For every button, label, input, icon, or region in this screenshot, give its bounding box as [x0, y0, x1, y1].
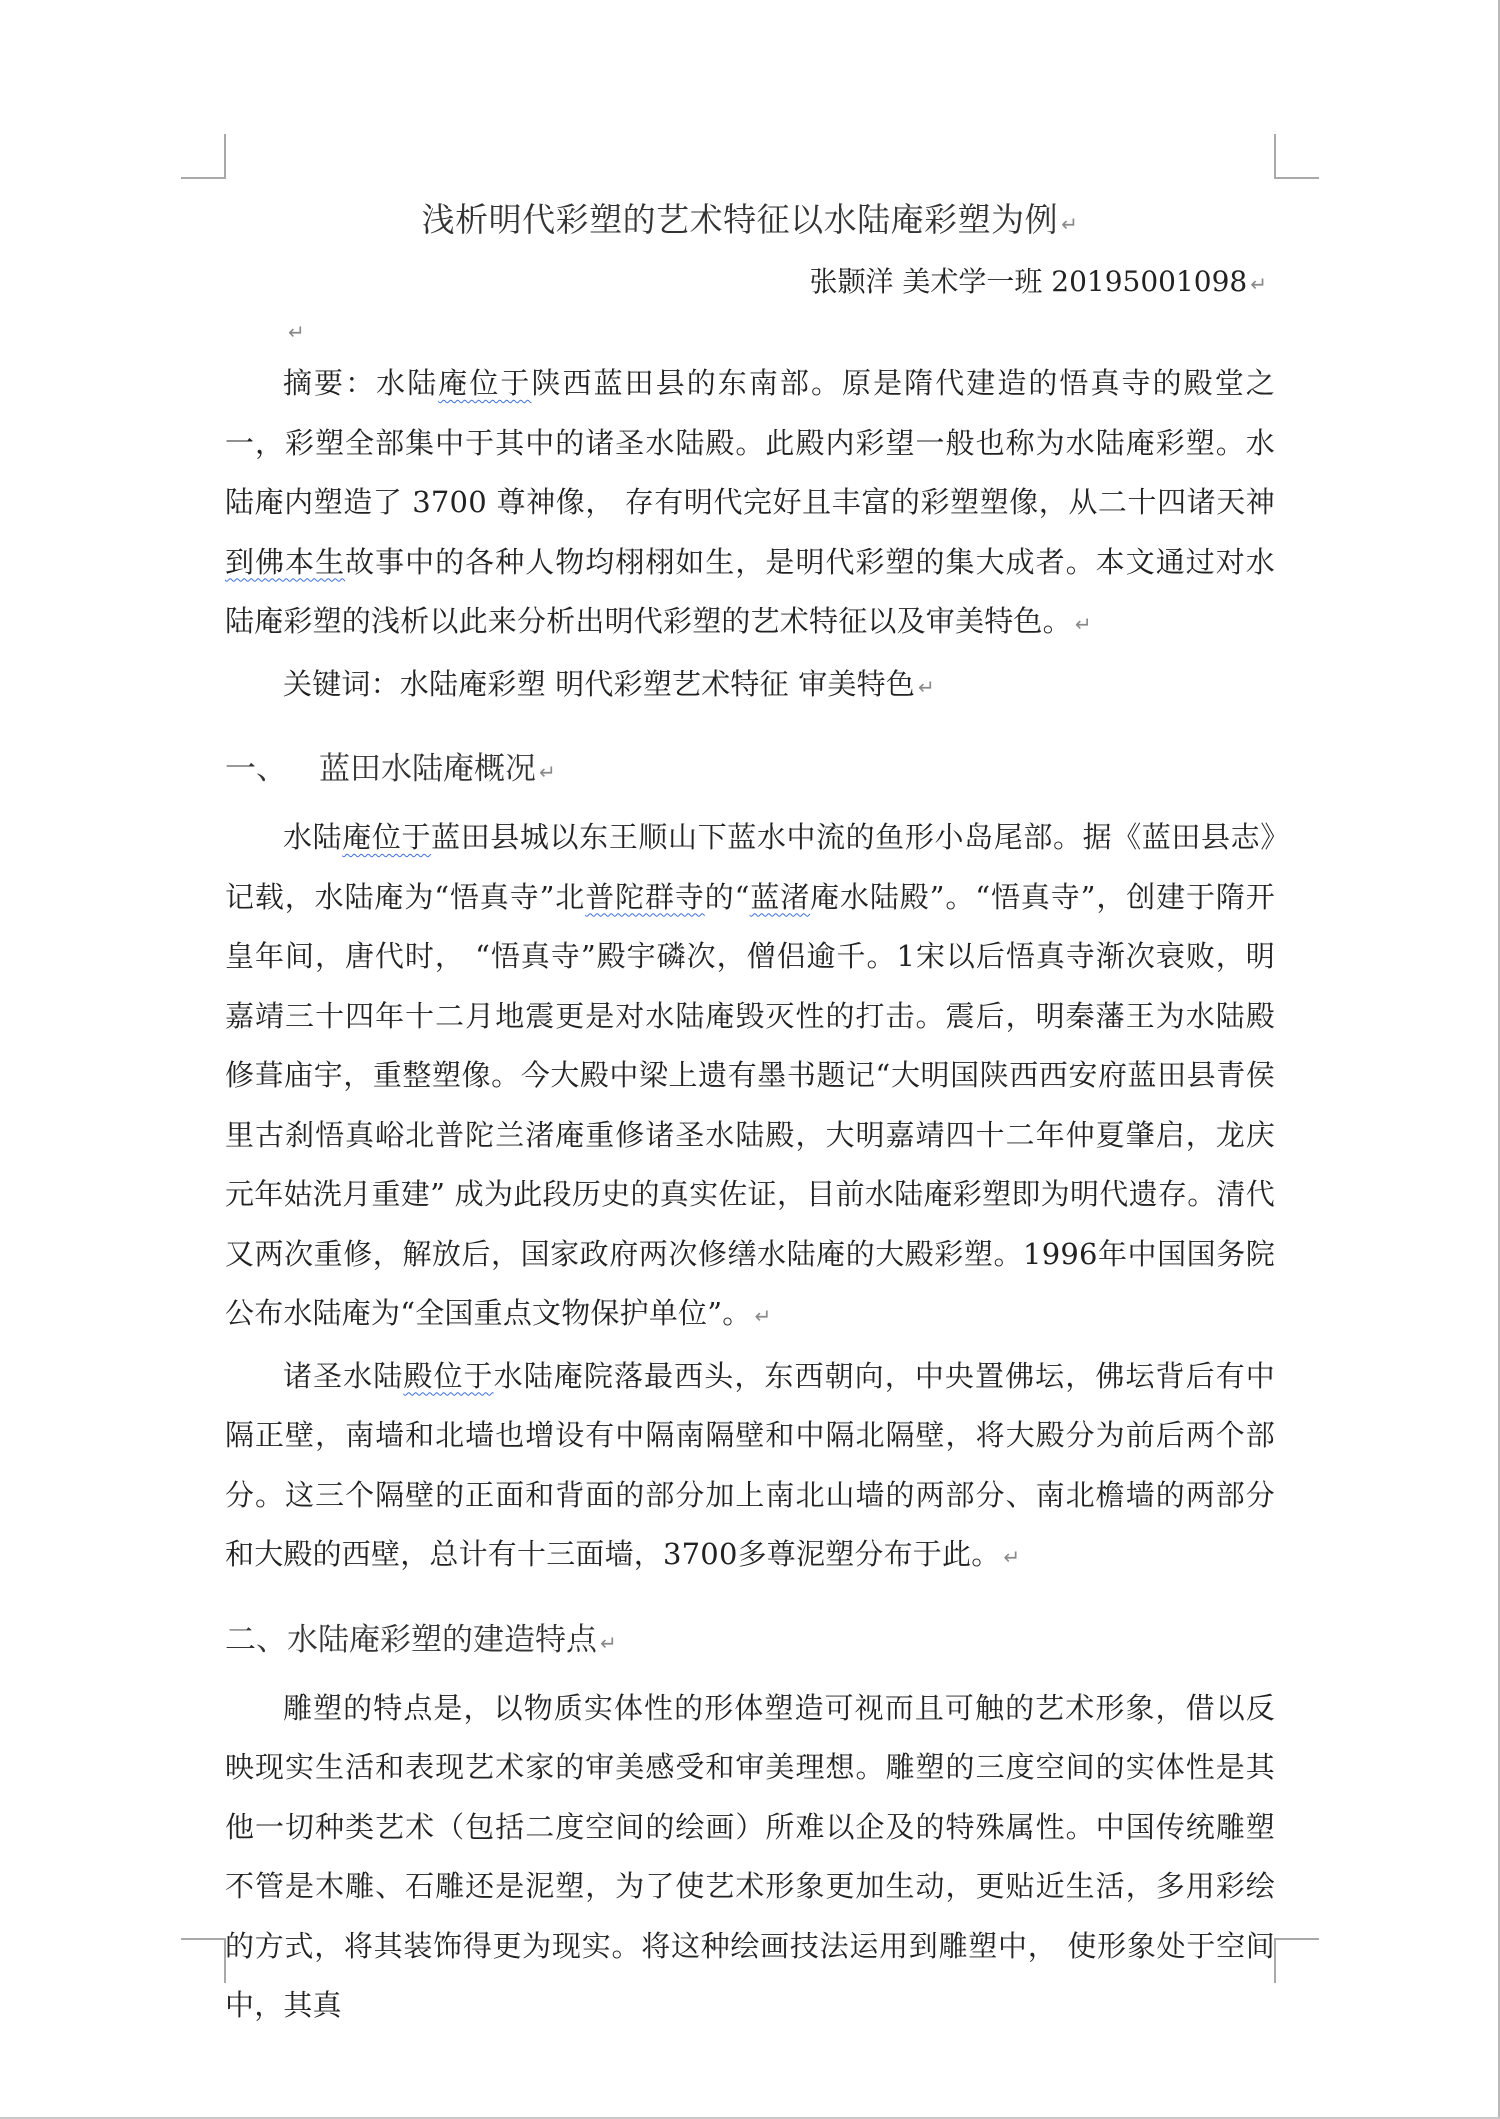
spellcheck-underline: 殿位于: [403, 1358, 494, 1393]
document-body[interactable]: [225, 188, 1275, 2036]
crop-mark-top-right: [1274, 134, 1319, 179]
crop-mark-top-left: [181, 134, 226, 179]
paragraph-mark: ↵: [1003, 1545, 1021, 1569]
spellcheck-underline: 庵位于: [342, 820, 432, 854]
abstract-label: 摘要：: [283, 366, 377, 400]
paragraph-mark: ↵: [1074, 612, 1092, 636]
spellcheck-underline: 到佛本生: [225, 544, 346, 579]
crop-mark-bottom-right: [1274, 1938, 1319, 1983]
section1-paragraph-1: 水陆庵位于蓝田县城以东王顺山下蓝水中流的鱼形小岛尾部。据《蓝田县志》记载，水陆庵为“悟真寺”北普陀群寺的“蓝渚庵水陆殿”。“悟真寺”，创建于隋开皇年间，唐代时， “悟真寺”殿宇磷次，僧侣逾千。1宋以后悟真寺渐次衰败，明嘉靖三十四年十二月地震更是对水陆庵毁灭性的打击。震后，明秦藩王为水陆殿修葺庙宇，重整塑像。今大殿中梁上遗有墨书题记“大明国陕西西安府蓝田县青侯里古刹悟真峪北普陀兰渚庵重修诸圣水陆殿，大明嘉靖四十二年仲夏肇启，龙庆元年姑洗月重建” 成为此段历史的真实佐证，目前水陆庵彩塑即为明代遗存。清代又两次重修，解放后，国家政府两次修缮水陆庵的大殿彩塑。1996年中国国务院公布水陆庵为“全国重点文物保护单位”。 ↵: [225, 820, 1275, 1330]
section1-paragraph-2: 诸圣水陆殿位于水陆庵院落最西头，东西朝向，中央置佛坛，佛坛背后有中隔正壁，南墙和北墙也增设有中隔南隔壁和中隔北隔壁，将大殿分为前后两个部分。这三个隔壁的正面和背面的部分加上南北山墙的两部分、南北檐墙的两部分和大殿的西壁，总计有十三面墙，3700多尊泥塑分布于此。 ↵: [225, 1358, 1275, 1571]
paragraph-mark: ↵: [600, 1630, 617, 1655]
paragraph-mark: ↵: [918, 674, 936, 699]
section2-paragraph-1: 雕塑的特点是，以物质实体性的形体塑造可视而且可触的艺术形象，借以反映现实生活和表现艺术家的审美感受和审美理想。雕塑的三度空间的实体性是其他一切种类艺术（包括二度空间的绘画）所难以企及的特殊属性。中国传统雕塑不管是木雕、石雕还是泥塑，为了使艺术形象更加生动，更贴近生活，多用彩绘的方式，将其装饰得更为现实。将这种绘画技法运用到雕塑中， 使形象处于空间中，其真: [225, 1690, 1275, 2022]
abstract-paragraph: 摘要：水陆庵位于陕西蓝田县的东南部。原是隋代建造的悟真寺的殿堂之一，彩塑全部集中于其中的诸圣水陆殿。此殿内彩望一般也称为水陆庵彩塑。水陆庵内塑造了 3700 尊神像， 存有明代完好且丰富的彩塑塑像，从二十四诸天神到佛本生故事中的各种人物均栩栩如生，是明代彩塑的集大成者。本文通过对水陆庵彩塑的浅析以此来分析出明代彩塑的艺术特征以及审美特色。 ↵: [225, 366, 1275, 638]
spellcheck-underline: 蓝渚: [749, 879, 811, 914]
spellcheck-underline: 庵位于: [438, 366, 532, 400]
author-line: 张颢洋 美术学一班 20195001098 ↵: [809, 265, 1267, 298]
section-heading-1: [225, 739, 1275, 802]
paragraph-mark: ↵: [754, 1304, 772, 1328]
paragraph-mark: ↵: [1250, 272, 1267, 296]
paragraph-mark: ↵: [539, 760, 556, 784]
paragraph-mark: ↵: [1061, 212, 1079, 236]
section-title: 蓝田水陆庵概况: [319, 751, 536, 787]
section-heading-2: [225, 1610, 1275, 1673]
document-title: 浅析明代彩塑的艺术特征以水陆庵彩塑为例 ↵: [421, 200, 1079, 239]
empty-paragraph: [225, 310, 1275, 354]
keywords-paragraph: 关键词：水陆庵彩塑 明代彩塑艺术特征 审美特色 ↵: [283, 666, 936, 701]
spellcheck-underline: 普陀群寺: [585, 879, 705, 914]
crop-mark-bottom-left: [181, 1938, 226, 1983]
paragraph-mark: ↵: [288, 320, 305, 344]
section-number: 一、: [225, 751, 287, 787]
section-title: 二、水陆庵彩塑的建造特点: [225, 1621, 597, 1658]
